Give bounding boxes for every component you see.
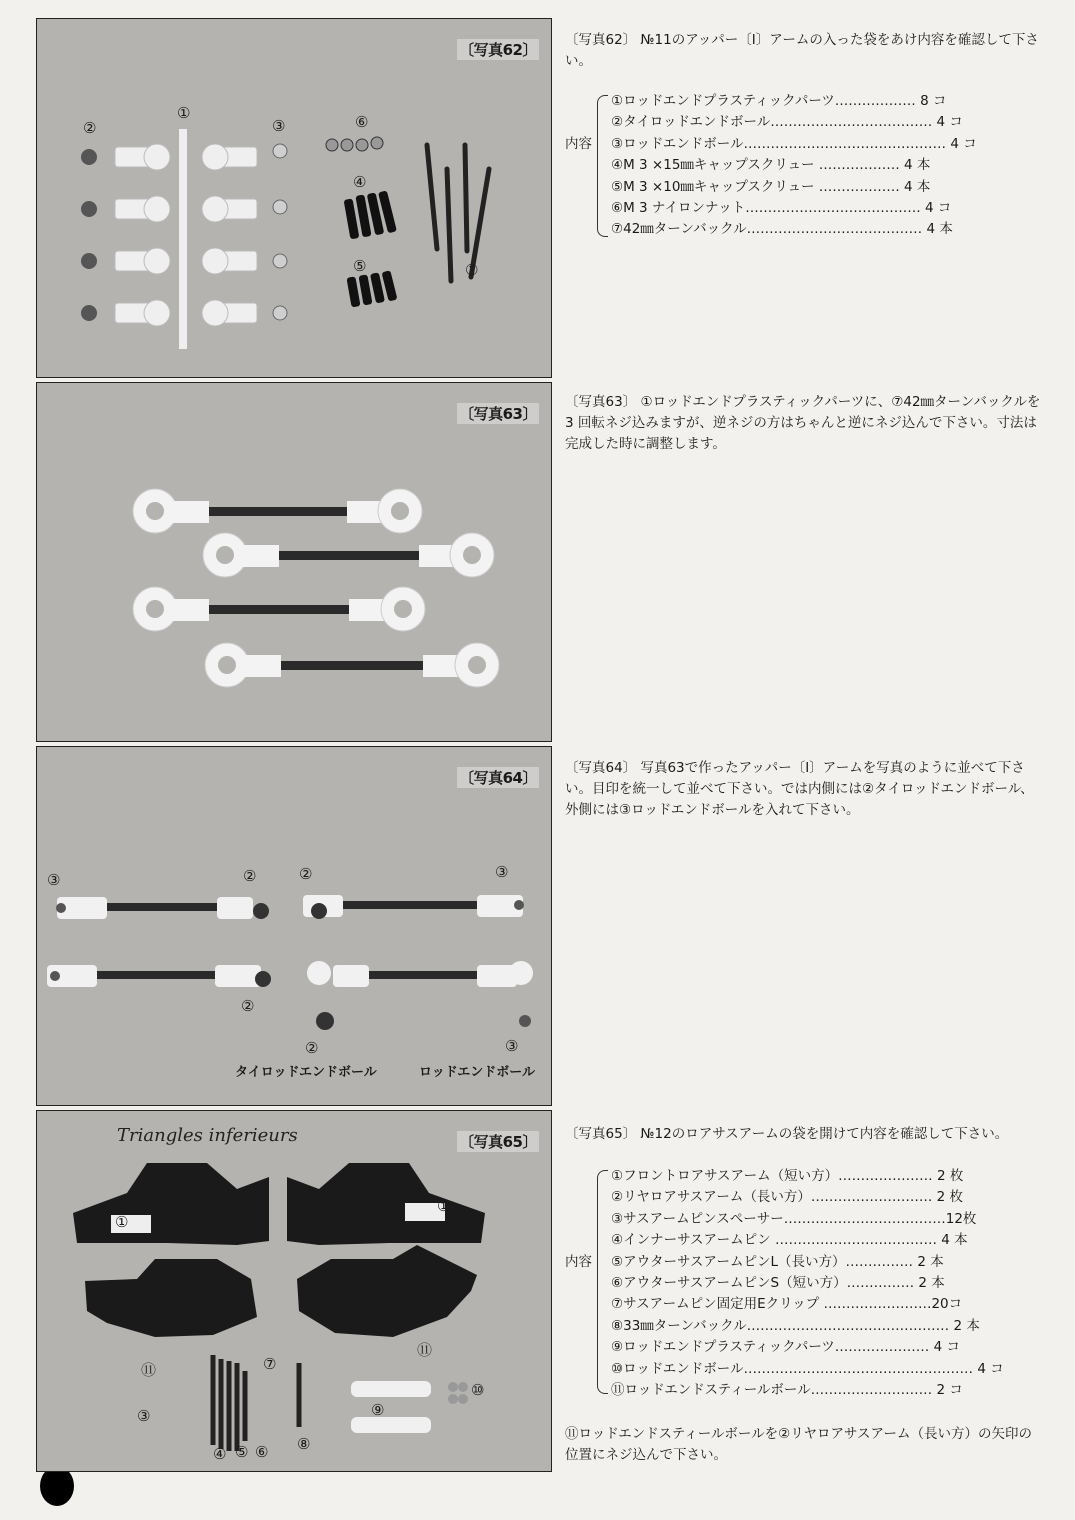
contents-list bbox=[565, 91, 977, 241]
list-item: ⑦サスアームピン固定用Eクリップ ……………………20コ bbox=[611, 1296, 963, 1313]
mark: ⑪ bbox=[141, 1361, 157, 1379]
section-62-contents bbox=[565, 91, 977, 241]
photo-65-label: 〔写真65〕 bbox=[459, 1133, 537, 1151]
tie-rod-end-balls bbox=[81, 149, 97, 321]
assembled-rod-1 bbox=[133, 489, 422, 533]
mark: ⑨ bbox=[371, 1401, 385, 1419]
mark-4: ④ bbox=[353, 173, 367, 191]
mark-7: ⑦ bbox=[465, 261, 479, 279]
list-item: ①ロッドエンドプラスティックパーツ……………… 8 コ bbox=[611, 93, 947, 109]
mark: ① bbox=[437, 1197, 451, 1215]
list-item: ⑪ロッドエンドスティールボール……………………… 2 コ bbox=[611, 1382, 963, 1399]
assembled-rod-4 bbox=[205, 643, 499, 687]
section-62-intro: 〔写真62〕 №11のアッパー〔Ⅰ〕アームの入った袋をあけ内容を確認して下さい。 bbox=[565, 32, 1039, 69]
photo-65-parts bbox=[37, 1111, 551, 1471]
list-item: ④インナーサスアームピン ……………………………… 4 本 bbox=[611, 1232, 968, 1249]
sample-rod-end-ball bbox=[519, 1015, 531, 1027]
mark-3: ③ bbox=[272, 117, 286, 135]
mark: ② bbox=[113, 1299, 127, 1317]
section-65-contents bbox=[565, 1166, 1004, 1401]
photo-62-parts bbox=[37, 19, 551, 377]
rod-end-ball-caption: ロッドエンドボール bbox=[419, 1065, 535, 1080]
list-item: ⑥M 3 ナイロンナット………………………………… 4 コ bbox=[611, 200, 952, 217]
list-item: ②リヤロアサスアーム（長い方）……………………… 2 枚 bbox=[611, 1189, 964, 1206]
photo-63-label: 〔写真63〕 bbox=[459, 405, 537, 423]
nylon-nuts bbox=[326, 137, 383, 151]
rod-end-balls bbox=[448, 1382, 468, 1404]
mark: ⑪ bbox=[417, 1341, 433, 1359]
arm-bottom-left bbox=[47, 965, 271, 987]
photo-65 bbox=[36, 1110, 552, 1472]
contents-label: 内容 bbox=[565, 136, 592, 152]
photo-64 bbox=[36, 746, 552, 1106]
list-item: ⑥アウターサスアームピンS（短い方）…………… 2 本 bbox=[611, 1275, 945, 1292]
sprue-frame bbox=[179, 129, 187, 349]
list-item: ④M 3 ×15㎜キャップスクリュー ……………… 4 本 bbox=[611, 157, 931, 174]
mark: ③ bbox=[137, 1407, 151, 1425]
list-item: ⑧33㎜ターンバックル……………………………………… 2 本 bbox=[611, 1317, 980, 1334]
mark-5: ⑤ bbox=[353, 257, 367, 275]
mark: ④ bbox=[213, 1445, 227, 1463]
list-item: ⑦42㎜ターンバックル………………………………… 4 本 bbox=[611, 221, 953, 238]
contents-list bbox=[565, 1166, 1004, 1401]
sample-tie-rod-end-ball bbox=[316, 1012, 334, 1030]
list-item: ①フロントロアサスアーム（短い方）………………… 2 枚 bbox=[611, 1168, 964, 1184]
mark: ⑥ bbox=[255, 1443, 269, 1461]
mark-2: ② bbox=[83, 119, 97, 137]
assembled-rod-2 bbox=[203, 533, 494, 577]
photo-64-arrangement bbox=[37, 747, 551, 1105]
arm-bottom-right bbox=[307, 961, 533, 987]
rod-end-plastic-parts bbox=[351, 1381, 431, 1433]
photo-62-label: 〔写真62〕 bbox=[459, 41, 537, 59]
contents-label: 内容 bbox=[565, 1254, 592, 1270]
list-item: ⑤アウターサスアームピンL（長い方）…………… 2 本 bbox=[611, 1253, 944, 1270]
rear-lower-arms bbox=[85, 1245, 477, 1337]
mark: ③ bbox=[47, 871, 61, 889]
mark: ② bbox=[441, 1283, 455, 1301]
list-item: ⑨ロッドエンドプラスティックパーツ………………… 4 コ bbox=[611, 1339, 960, 1356]
mark: ③ bbox=[495, 863, 509, 881]
turnbuckles bbox=[427, 145, 489, 281]
arm-top-right bbox=[303, 895, 524, 919]
mark-6: ⑥ bbox=[355, 113, 369, 131]
mark: ⑤ bbox=[235, 1443, 249, 1461]
mark: ② bbox=[243, 867, 257, 885]
list-item: ②タイロッドエンドボール……………………………… 4 コ bbox=[611, 114, 963, 131]
photo-62 bbox=[36, 18, 552, 378]
mark: ⑧ bbox=[297, 1435, 311, 1453]
arm-pins bbox=[213, 1355, 299, 1451]
section-63-text: 〔写真63〕 ①ロッドエンドプラスティックパーツに、⑦42㎜ターンバックルを 3 回転ネジ込みますが、逆ネジの方はちゃんと逆にネジ込んで下さい。寸法は完成した時に調整します。 bbox=[565, 394, 1041, 452]
photo-64-label: 〔写真64〕 bbox=[459, 769, 537, 787]
list-item: ③ロッドエンドボール……………………………………… 4 コ bbox=[611, 135, 977, 152]
mark: ② bbox=[241, 997, 255, 1015]
section-65-intro: 〔写真65〕 №12のロアサスアームの袋を開けて内容を確認して下さい。 bbox=[565, 1126, 1009, 1142]
cap-screws bbox=[344, 190, 398, 307]
tie-rod-end-ball-caption: タイロッドエンドボール bbox=[235, 1065, 377, 1080]
binder-hole bbox=[40, 1466, 74, 1506]
mark: ⑩ bbox=[471, 1381, 485, 1399]
arm-top-left bbox=[56, 897, 269, 919]
mark: ① bbox=[115, 1213, 129, 1231]
mark: ② bbox=[299, 865, 313, 883]
contents-brace bbox=[597, 1170, 608, 1394]
mark: ② bbox=[305, 1039, 319, 1057]
list-item: ⑤M 3 ×10㎜キャップスクリュー ……………… 4 本 bbox=[611, 178, 931, 195]
mark-1: ① bbox=[177, 104, 191, 122]
photo-63 bbox=[36, 382, 552, 742]
section-65-note: ⑪ロッドエンドスティールボールを②リヤロアサスアーム（長い方）の矢印の位置にネジ込んで下さい。 bbox=[565, 1426, 1033, 1463]
contents-brace bbox=[597, 95, 608, 237]
mark: ③ bbox=[505, 1037, 519, 1055]
photo-63-turnbuckles bbox=[37, 383, 551, 741]
handwritten-note: Triangles inferieurs bbox=[117, 1125, 298, 1146]
list-item: ③サスアームピンスペーサー………………………………12枚 bbox=[611, 1210, 977, 1227]
rod-end-balls bbox=[273, 144, 287, 320]
assembled-rod-3 bbox=[133, 587, 425, 631]
mark: ⑦ bbox=[263, 1355, 277, 1373]
section-64-text: 〔写真64〕 写真63で作ったアッパー〔Ⅰ〕アームを写真のように並べて下さい。目印を統一して並べて下さい。では内側には②タイロッドエンドボール、外側には③ロッドエンドボールを入れて下さい。 bbox=[565, 760, 1034, 818]
list-item: ⑩ロッドエンドボール…………………………………………… 4 コ bbox=[611, 1360, 1004, 1377]
